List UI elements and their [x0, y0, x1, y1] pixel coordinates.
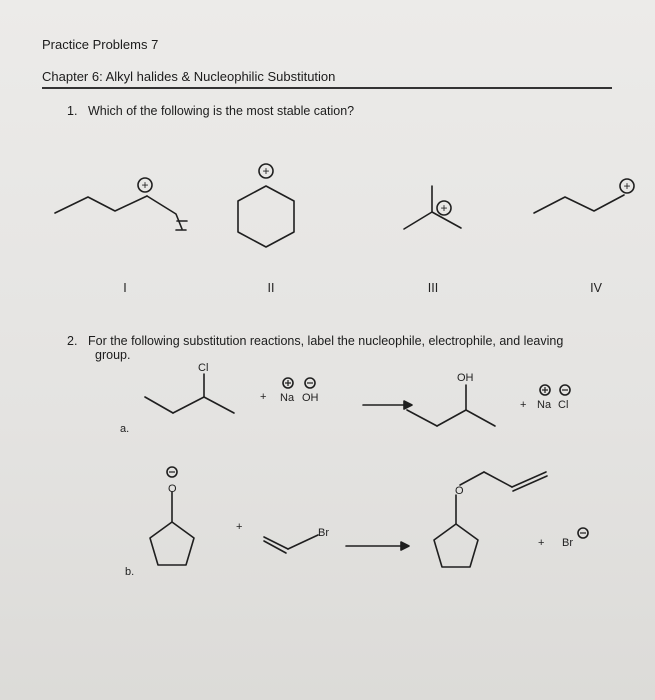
cation-structure-i — [55, 178, 187, 230]
reagent-hydroxide: OH — [302, 392, 319, 404]
question-2-text-line2: group. — [95, 348, 131, 362]
reagent-sodium: Na — [280, 392, 295, 404]
reaction-b-plus: + — [236, 521, 243, 533]
option-label-iii: III — [427, 281, 439, 295]
option-label-ii: II — [267, 281, 275, 295]
cation-structure-iii — [404, 186, 461, 229]
cation-iv-charge: + — [623, 179, 631, 193]
reaction-b-reactant-cyclopentoxide — [150, 467, 194, 565]
reaction-b-plus-2: + — [538, 537, 545, 549]
reaction-a-plus: + — [260, 391, 267, 403]
product-b-oxygen: O — [455, 485, 464, 497]
cation-iii-charge: + — [440, 201, 448, 215]
chapter-heading: Chapter 6: Alkyl halides & Nucleophilic Substitution — [42, 69, 336, 84]
option-label-i: I — [123, 281, 127, 295]
byproduct-chloride: Cl — [558, 399, 569, 411]
cation-ii-charge: + — [262, 164, 270, 178]
question-2-text-line1: For the following substitution reactions, label the nucleophile, electrophile, and leaving — [88, 334, 564, 348]
reaction-a-arrow — [363, 401, 412, 409]
electrophile-bromine: Br — [318, 527, 329, 539]
reactant-b-oxygen: O — [168, 483, 177, 495]
question-2-number: 2. — [67, 334, 78, 348]
byproduct-bromide: Br — [562, 537, 573, 549]
reactant-a-chlorine: Cl — [198, 362, 209, 374]
reaction-b-arrow — [346, 542, 409, 550]
question-1-text: Which of the following is the most stable cation? — [88, 104, 355, 118]
reaction-b-allyl-bromide — [264, 535, 318, 553]
product-a-hydroxyl: OH — [457, 372, 474, 384]
page-title: Practice Problems 7 — [42, 37, 159, 52]
option-label-iv: IV — [590, 281, 602, 295]
part-a-label: a. — [120, 423, 130, 435]
part-b-label: b. — [125, 566, 135, 578]
byproduct-sodium: Na — [537, 399, 552, 411]
reaction-a-plus-2: + — [520, 399, 527, 411]
cation-i-charge: + — [141, 178, 149, 192]
question-1-number: 1. — [67, 104, 78, 118]
cation-structure-iv — [534, 179, 634, 213]
